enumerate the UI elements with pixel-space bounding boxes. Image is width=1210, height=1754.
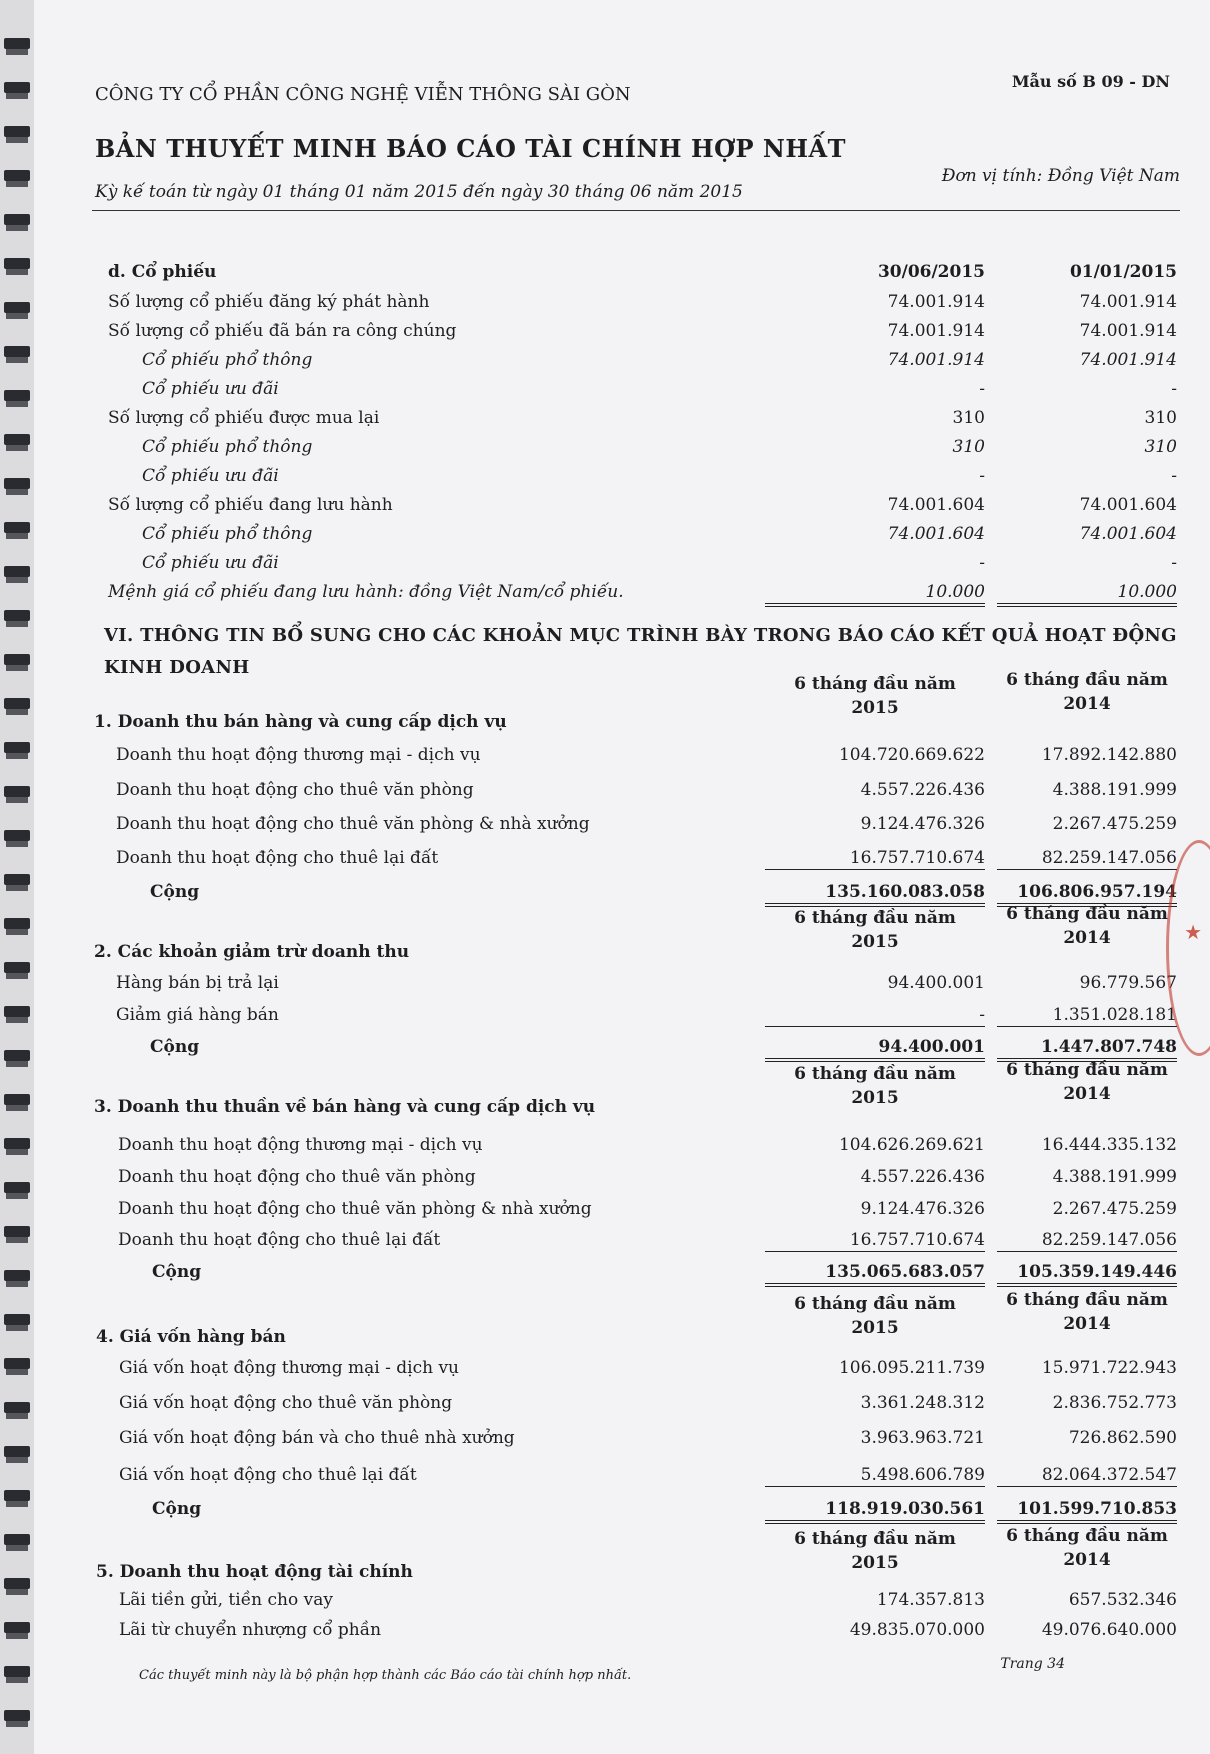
row-value-2015: 3.361.248.312 — [860, 1393, 985, 1413]
row-value-2015: 174.357.813 — [876, 1590, 985, 1610]
row-label: Cổ phiếu ưu đãi — [142, 379, 279, 399]
table-row — [34, 466, 1210, 492]
row-value-2015: 74.001.914 — [887, 321, 985, 341]
row-value-2014: 1.351.028.181 — [997, 1005, 1177, 1027]
binding-ring — [4, 786, 30, 797]
row-value-2014: 82.259.147.056 — [997, 1230, 1177, 1252]
section-heading-row — [34, 1562, 1210, 1588]
table-row — [34, 1428, 1210, 1454]
section-heading: 5. Doanh thu hoạt động tài chính — [96, 1562, 413, 1582]
section-heading-row — [34, 712, 1210, 738]
row-value-2015: 104.720.669.622 — [838, 745, 985, 765]
total-row — [34, 1262, 1210, 1288]
total-label: Cộng — [152, 1499, 202, 1519]
row-label: Lãi từ chuyển nhượng cổ phần — [119, 1620, 382, 1640]
row-value-2014: 49.076.640.000 — [1041, 1620, 1177, 1640]
row-label: Doanh thu hoạt động cho thuê văn phòng & nhà xưởng — [118, 1199, 592, 1219]
row-label: Doanh thu hoạt động cho thuê văn phòng — [116, 780, 474, 800]
table-row — [34, 379, 1210, 405]
col-header-year: 2014 — [1063, 1314, 1111, 1334]
table-row — [34, 582, 1210, 608]
binding-ring — [4, 1402, 30, 1413]
section-heading: 4. Giá vốn hàng bán — [96, 1327, 286, 1347]
row-label: Hàng bán bị trả lại — [116, 973, 279, 993]
row-label: Số lượng cổ phiếu đăng ký phát hành — [108, 292, 430, 312]
row-value-2015: 5.498.606.789 — [765, 1465, 985, 1487]
shares-col1-header: 30/06/2015 — [877, 262, 985, 282]
row-label: Giá vốn hoạt động cho thuê văn phòng — [119, 1393, 453, 1413]
row-label: Cổ phiếu ưu đãi — [142, 553, 279, 573]
row-label: Cổ phiếu ưu đãi — [142, 466, 279, 486]
row-value-2015: 106.095.211.739 — [838, 1358, 985, 1378]
row-value-2014: 2.267.475.259 — [1052, 1199, 1177, 1219]
row-value-2014: 15.971.722.943 — [1041, 1358, 1177, 1378]
binding-ring — [4, 126, 30, 137]
shares-heading-row — [34, 262, 1210, 288]
reporting-period: Kỳ kế toán từ ngày 01 tháng 01 năm 2015 đến ngày 30 tháng 06 năm 2015 — [95, 182, 743, 202]
section-vi-title: VI. THÔNG TIN BỔ SUNG CHO CÁC KHOẢN MỤC TRÌNH BÀY TRONG BÁO CÁO KẾT QUẢ HOẠT ĐỘNG KINH DOANH — [104, 625, 1177, 678]
row-label: Cổ phiếu phổ thông — [142, 524, 313, 544]
col-header-line: 6 tháng đầu năm — [794, 674, 956, 694]
row-label: Số lượng cổ phiếu đã bán ra công chúng — [108, 321, 457, 341]
row-value-2015: 9.124.476.326 — [860, 1199, 985, 1219]
table-row — [34, 1199, 1210, 1225]
binding-ring — [4, 1182, 30, 1193]
col-header-year: 2015 — [851, 1088, 899, 1108]
binding-spiral — [0, 0, 34, 1754]
row-value-2014: 16.444.335.132 — [1041, 1135, 1177, 1155]
table-row — [34, 1005, 1210, 1031]
table-row — [34, 495, 1210, 521]
table-row — [34, 973, 1210, 999]
col-header-line: 6 tháng đầu năm — [794, 1064, 956, 1084]
row-value-2015: 16.757.710.674 — [765, 848, 985, 870]
row-value-2015: 4.557.226.436 — [860, 780, 985, 800]
binding-ring — [4, 82, 30, 93]
total-value-2015: 94.400.001 — [765, 1037, 985, 1062]
total-value-2015: 135.160.083.058 — [765, 882, 985, 907]
header-divider — [92, 210, 1180, 211]
row-value-2015: 3.963.963.721 — [860, 1428, 985, 1448]
row-value-2015: 104.626.269.621 — [838, 1135, 985, 1155]
row-value-2014: 82.064.372.547 — [997, 1465, 1177, 1487]
binding-ring — [4, 478, 30, 489]
company-name: CÔNG TY CỔ PHẦN CÔNG NGHỆ VIỄN THÔNG SÀI GÒN — [95, 84, 631, 105]
row-value-2015-jan: - — [1171, 553, 1177, 573]
row-value-2014: 17.892.142.880 — [1041, 745, 1177, 765]
row-value-2015: 74.001.604 — [887, 524, 985, 544]
row-value-2015: 310 — [952, 408, 985, 428]
page-number: Trang 34 — [1000, 1656, 1065, 1672]
row-value-2014: 2.267.475.259 — [1052, 814, 1177, 834]
binding-ring — [4, 1578, 30, 1589]
row-label: Mệnh giá cổ phiếu đang lưu hành: đồng Việt Nam/cổ phiếu. — [108, 582, 624, 602]
row-value-2015: 310 — [952, 437, 985, 457]
document-title: BẢN THUYẾT MINH BÁO CÁO TÀI CHÍNH HỢP NHẤT — [95, 134, 847, 163]
binding-ring — [4, 170, 30, 181]
col-header-2014 — [997, 668, 1177, 716]
row-value-2015-jan: 10.000 — [997, 582, 1177, 607]
total-row — [34, 1499, 1210, 1525]
binding-ring — [4, 918, 30, 929]
row-value-2014: 4.388.191.999 — [1052, 1167, 1177, 1187]
row-value-2015-jan: 310 — [1144, 408, 1177, 428]
total-label: Cộng — [150, 1037, 200, 1057]
binding-ring — [4, 346, 30, 357]
table-row — [34, 745, 1210, 771]
table-row — [34, 780, 1210, 806]
row-label: Cổ phiếu phổ thông — [142, 350, 313, 370]
table-row — [34, 1230, 1210, 1256]
section-heading: 1. Doanh thu bán hàng và cung cấp dịch vụ — [94, 712, 507, 732]
col-header-line: 6 tháng đầu năm — [1006, 904, 1168, 924]
row-label: Doanh thu hoạt động cho thuê lại đất — [118, 1230, 441, 1250]
total-value-2015: 135.065.683.057 — [765, 1262, 985, 1287]
binding-ring — [4, 962, 30, 973]
total-value-2014: 105.359.149.446 — [997, 1262, 1177, 1287]
binding-ring — [4, 1358, 30, 1369]
binding-ring — [4, 1534, 30, 1545]
binding-ring — [4, 258, 30, 269]
row-label: Số lượng cổ phiếu được mua lại — [108, 408, 380, 428]
row-value-2015: - — [979, 379, 985, 399]
row-value-2015: 74.001.604 — [887, 495, 985, 515]
total-value-2014: 101.599.710.853 — [997, 1499, 1177, 1524]
total-value-2015: 118.919.030.561 — [765, 1499, 985, 1524]
row-label: Doanh thu hoạt động cho thuê văn phòng & nhà xưởng — [116, 814, 590, 834]
row-label: Doanh thu hoạt động thương mại - dịch vụ — [118, 1135, 483, 1155]
section-heading-row — [34, 1327, 1210, 1353]
binding-ring — [4, 390, 30, 401]
table-row — [34, 437, 1210, 463]
binding-ring — [4, 1710, 30, 1721]
row-label: Cổ phiếu phổ thông — [142, 437, 313, 457]
row-label: Giảm giá hàng bán — [116, 1005, 279, 1025]
table-row — [34, 814, 1210, 840]
col-header-year: 2015 — [851, 698, 899, 718]
binding-ring — [4, 1490, 30, 1501]
binding-ring — [4, 1138, 30, 1149]
table-row — [34, 408, 1210, 434]
binding-ring — [4, 1622, 30, 1633]
total-value-2014: 106.806.957.194 — [997, 882, 1177, 907]
binding-ring — [4, 610, 30, 621]
col-header-line: 6 tháng đầu năm — [1006, 1290, 1168, 1310]
row-label: Giá vốn hoạt động thương mại - dịch vụ — [119, 1358, 460, 1378]
binding-ring — [4, 434, 30, 445]
section-heading-row — [34, 942, 1210, 968]
shares-heading: d. Cổ phiếu — [108, 262, 217, 282]
row-label: Doanh thu hoạt động cho thuê văn phòng — [118, 1167, 476, 1187]
row-value-2015: 94.400.001 — [887, 973, 985, 993]
col-header-line: 6 tháng đầu năm — [1006, 1060, 1168, 1080]
table-row — [34, 292, 1210, 318]
col-header-year: 2014 — [1063, 928, 1111, 948]
row-value-2015-jan: 74.001.604 — [1079, 495, 1177, 515]
binding-ring — [4, 742, 30, 753]
table-row — [34, 848, 1210, 874]
total-label: Cộng — [152, 1262, 202, 1282]
table-row — [34, 1465, 1210, 1491]
binding-ring — [4, 566, 30, 577]
col-header-line: 6 tháng đầu năm — [794, 1294, 956, 1314]
binding-ring — [4, 654, 30, 665]
document-page — [34, 0, 1210, 1754]
row-value-2015-jan: - — [1171, 466, 1177, 486]
col-header-line: 6 tháng đầu năm — [1006, 1526, 1168, 1546]
footer-note: Các thuyết minh này là bộ phận hợp thành các Báo cáo tài chính hợp nhất. — [139, 1668, 632, 1683]
table-row — [34, 1167, 1210, 1193]
total-value-2014: 1.447.807.748 — [997, 1037, 1177, 1062]
row-value-2014: 726.862.590 — [1068, 1428, 1177, 1448]
row-value-2015-jan: - — [1171, 379, 1177, 399]
col-header-year: 2014 — [1063, 1550, 1111, 1570]
binding-ring — [4, 698, 30, 709]
binding-ring — [4, 1226, 30, 1237]
row-value-2015: 10.000 — [765, 582, 985, 607]
table-row — [34, 350, 1210, 376]
binding-ring — [4, 214, 30, 225]
binding-ring — [4, 302, 30, 313]
col-header-year: 2014 — [1063, 1084, 1111, 1104]
table-row — [34, 321, 1210, 347]
row-label: Lãi tiền gửi, tiền cho vay — [119, 1590, 333, 1610]
table-row — [34, 1358, 1210, 1384]
row-value-2015-jan: 74.001.914 — [1079, 350, 1177, 370]
row-value-2015: 49.835.070.000 — [849, 1620, 985, 1640]
col-header-year: 2014 — [1063, 694, 1111, 714]
row-value-2015-jan: 74.001.604 — [1079, 524, 1177, 544]
section-heading: 3. Doanh thu thuần về bán hàng và cung cấp dịch vụ — [94, 1097, 596, 1117]
table-row — [34, 1393, 1210, 1419]
table-row — [34, 1135, 1210, 1161]
row-value-2015: 4.557.226.436 — [860, 1167, 985, 1187]
currency-unit: Đơn vị tính: Đồng Việt Nam — [941, 166, 1180, 186]
stamp-star-icon: ★ — [1184, 920, 1202, 944]
row-label: Số lượng cổ phiếu đang lưu hành — [108, 495, 393, 515]
binding-ring — [4, 1314, 30, 1325]
row-value-2015: 9.124.476.326 — [860, 814, 985, 834]
col-header-year: 2015 — [851, 932, 899, 952]
row-label: Giá vốn hoạt động cho thuê lại đất — [119, 1465, 417, 1485]
col-header-line: 6 tháng đầu năm — [794, 1529, 956, 1549]
table-row — [34, 1590, 1210, 1616]
section-heading: 2. Các khoản giảm trừ doanh thu — [94, 942, 410, 962]
row-value-2014: 2.836.752.773 — [1052, 1393, 1177, 1413]
section-heading-row — [34, 1097, 1210, 1123]
col-header-line: 6 tháng đầu năm — [1006, 670, 1168, 690]
row-value-2015-jan: 74.001.914 — [1079, 321, 1177, 341]
binding-ring — [4, 1050, 30, 1061]
binding-ring — [4, 1446, 30, 1457]
binding-ring — [4, 522, 30, 533]
table-row — [34, 1620, 1210, 1646]
row-label: Doanh thu hoạt động thương mại - dịch vụ — [116, 745, 481, 765]
row-label: Giá vốn hoạt động bán và cho thuê nhà xưởng — [119, 1428, 515, 1448]
row-label: Doanh thu hoạt động cho thuê lại đất — [116, 848, 439, 868]
binding-ring — [4, 1666, 30, 1677]
row-value-2015: - — [979, 553, 985, 573]
col-header-year: 2015 — [851, 1318, 899, 1338]
row-value-2014: 82.259.147.056 — [997, 848, 1177, 870]
row-value-2015: - — [765, 1005, 985, 1027]
binding-ring — [4, 1094, 30, 1105]
total-label: Cộng — [150, 882, 200, 902]
row-value-2014: 4.388.191.999 — [1052, 780, 1177, 800]
binding-ring — [4, 1006, 30, 1017]
table-row — [34, 553, 1210, 579]
row-value-2015: - — [979, 466, 985, 486]
row-value-2015-jan: 310 — [1144, 437, 1177, 457]
row-value-2015: 74.001.914 — [887, 292, 985, 312]
row-value-2015-jan: 74.001.914 — [1079, 292, 1177, 312]
row-value-2015: 74.001.914 — [887, 350, 985, 370]
row-value-2015: 16.757.710.674 — [765, 1230, 985, 1252]
binding-ring — [4, 830, 30, 841]
col-header-line: 6 tháng đầu năm — [794, 908, 956, 928]
binding-ring — [4, 1270, 30, 1281]
binding-ring — [4, 38, 30, 49]
shares-col2-header: 01/01/2015 — [1069, 262, 1177, 282]
row-value-2014: 657.532.346 — [1068, 1590, 1177, 1610]
row-value-2014: 96.779.567 — [1079, 973, 1177, 993]
binding-ring — [4, 874, 30, 885]
col-header-year: 2015 — [851, 1553, 899, 1573]
table-row — [34, 524, 1210, 550]
form-number: Mẫu số B 09 - DN — [1011, 72, 1170, 91]
